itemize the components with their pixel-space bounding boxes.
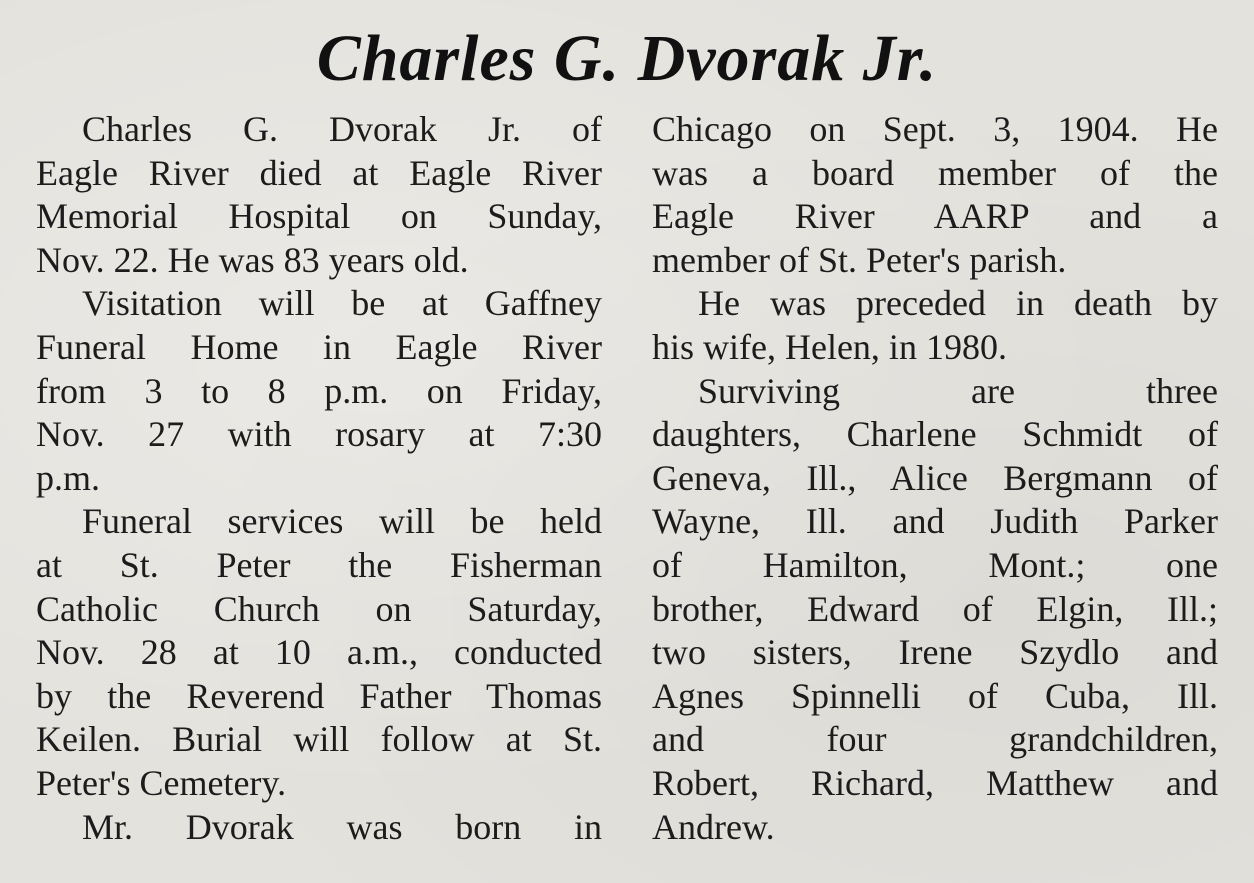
text-column-left [36, 108, 602, 849]
text-column-right [652, 108, 1218, 849]
text-line: brother, Edward of Elgin, Ill.; [652, 588, 1218, 629]
text-line: Wayne, Ill. and Judith Parker [652, 501, 1218, 542]
text-line: at St. Peter the Fisherman [36, 544, 602, 585]
text-line: Funeral Home in Eagle River [36, 326, 602, 367]
obituary-headline: Charles G. Dvorak Jr. [316, 22, 938, 95]
text-line: Agnes Spinnelli of Cuba, Ill. [652, 675, 1218, 716]
text-line: and four grandchildren, [652, 719, 1218, 760]
text-line: daughters, Charlene Schmidt of [652, 414, 1218, 455]
text-line: Mr. Dvorak was born in [82, 806, 602, 847]
text-line: Eagle River died at Eagle River [36, 152, 602, 193]
text-line: Surviving are three [698, 370, 1218, 411]
text-line: Nov. 27 with rosary at 7:30 [36, 414, 602, 455]
text-line: Catholic Church on Saturday, [36, 588, 602, 629]
text-line: Chicago on Sept. 3, 1904. He [652, 109, 1218, 149]
text-line: Visitation will be at Gaffney [82, 283, 602, 324]
text-line: Keilen. Burial will follow at St. [36, 719, 602, 760]
text-line: was a board member of the [652, 152, 1218, 193]
text-line: two sisters, Irene Szydlo and [652, 632, 1218, 673]
text-line: from 3 to 8 p.m. on Friday, [36, 370, 602, 411]
text-line: Eagle River AARP and a [652, 196, 1218, 237]
text-line: Robert, Richard, Matthew and [652, 762, 1218, 803]
text-line: his wife, Helen, in 1980. [652, 326, 1007, 367]
text-line: Geneva, Ill., Alice Bergmann of [652, 457, 1218, 498]
text-line: Andrew. [652, 806, 775, 847]
text-line: Nov. 28 at 10 a.m., conducted [36, 632, 602, 673]
text-line: member of St. Peter's parish. [652, 239, 1067, 280]
text-line: by the Reverend Father Thomas [36, 675, 602, 716]
text-line: of Hamilton, Mont.; one [652, 544, 1218, 585]
text-line: Nov. 22. He was 83 years old. [36, 239, 469, 280]
text-line: Funeral services will be held [82, 501, 602, 542]
text-line: Peter's Cemetery. [36, 762, 287, 803]
text-line: He was preceded in death by [698, 283, 1218, 324]
text-line: Memorial Hospital on Sunday, [36, 196, 602, 237]
text-line: p.m. [36, 457, 101, 498]
text-line: Charles G. Dvorak Jr. of [82, 109, 602, 149]
